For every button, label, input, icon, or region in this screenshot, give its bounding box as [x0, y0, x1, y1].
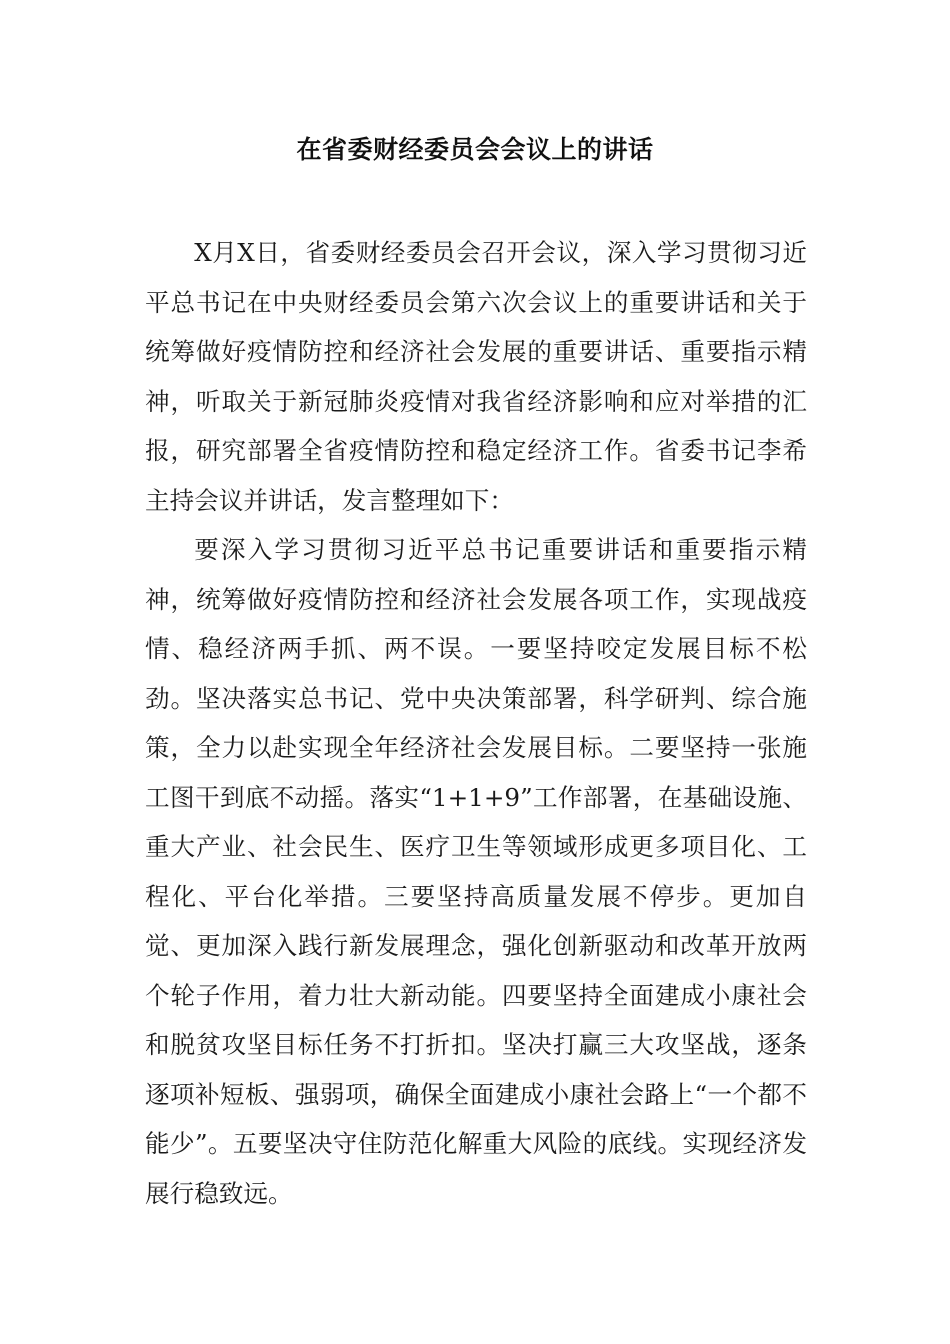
paragraph: X月X日，省委财经委员会召开会议，深入学习贯彻习近平总书记在中央财经委员会第六次会议上的重要讲话和关于统筹做好疫情防控和经济社会发展的重要讲话、重要指示精神，听取关于新冠肺炎疫情对我省经济影响和应对举措的汇报，研究部署全省疫情防控和稳定经济工作。省委书记李希主持会议并讲话，发言整理如下：: [145, 238, 807, 515]
document-body: [145, 228, 807, 1218]
document-title: 在省委财经委员会会议上的讲话: [296, 135, 654, 164]
paragraph: 要深入学习贯彻习近平总书记重要讲话和重要指示精神，统筹做好疫情防控和经济社会发展各项工作，实现战疫情、稳经济两手抓、两不误。一要坚持咬定发展目标不松劲。坚决落实总书记、党中央决策部署，科学研判、综合施策，全力以赴实现全年经济社会发展目标。二要坚持一张施工图干到底不动摇。落实“1+1+9”工作部署，在基础设施、重大产业、社会民生、医疗卫生等领域形成更多项目化、工程化、平台化举措。三要坚持高质量发展不停步。更加自觉、更加深入践行新发展理念，强化创新驱动和改革开放两个轮子作用，着力壮大新动能。四要坚持全面建成小康社会和脱贫攻坚目标任务不打折扣。坚决打赢三大攻坚战，逐条逐项补短板、强弱项，确保全面建成小康社会路上“一个都不能少”。五要坚决守住防范化解重大风险的底线。实现经济发展行稳致远。: [145, 535, 807, 1208]
